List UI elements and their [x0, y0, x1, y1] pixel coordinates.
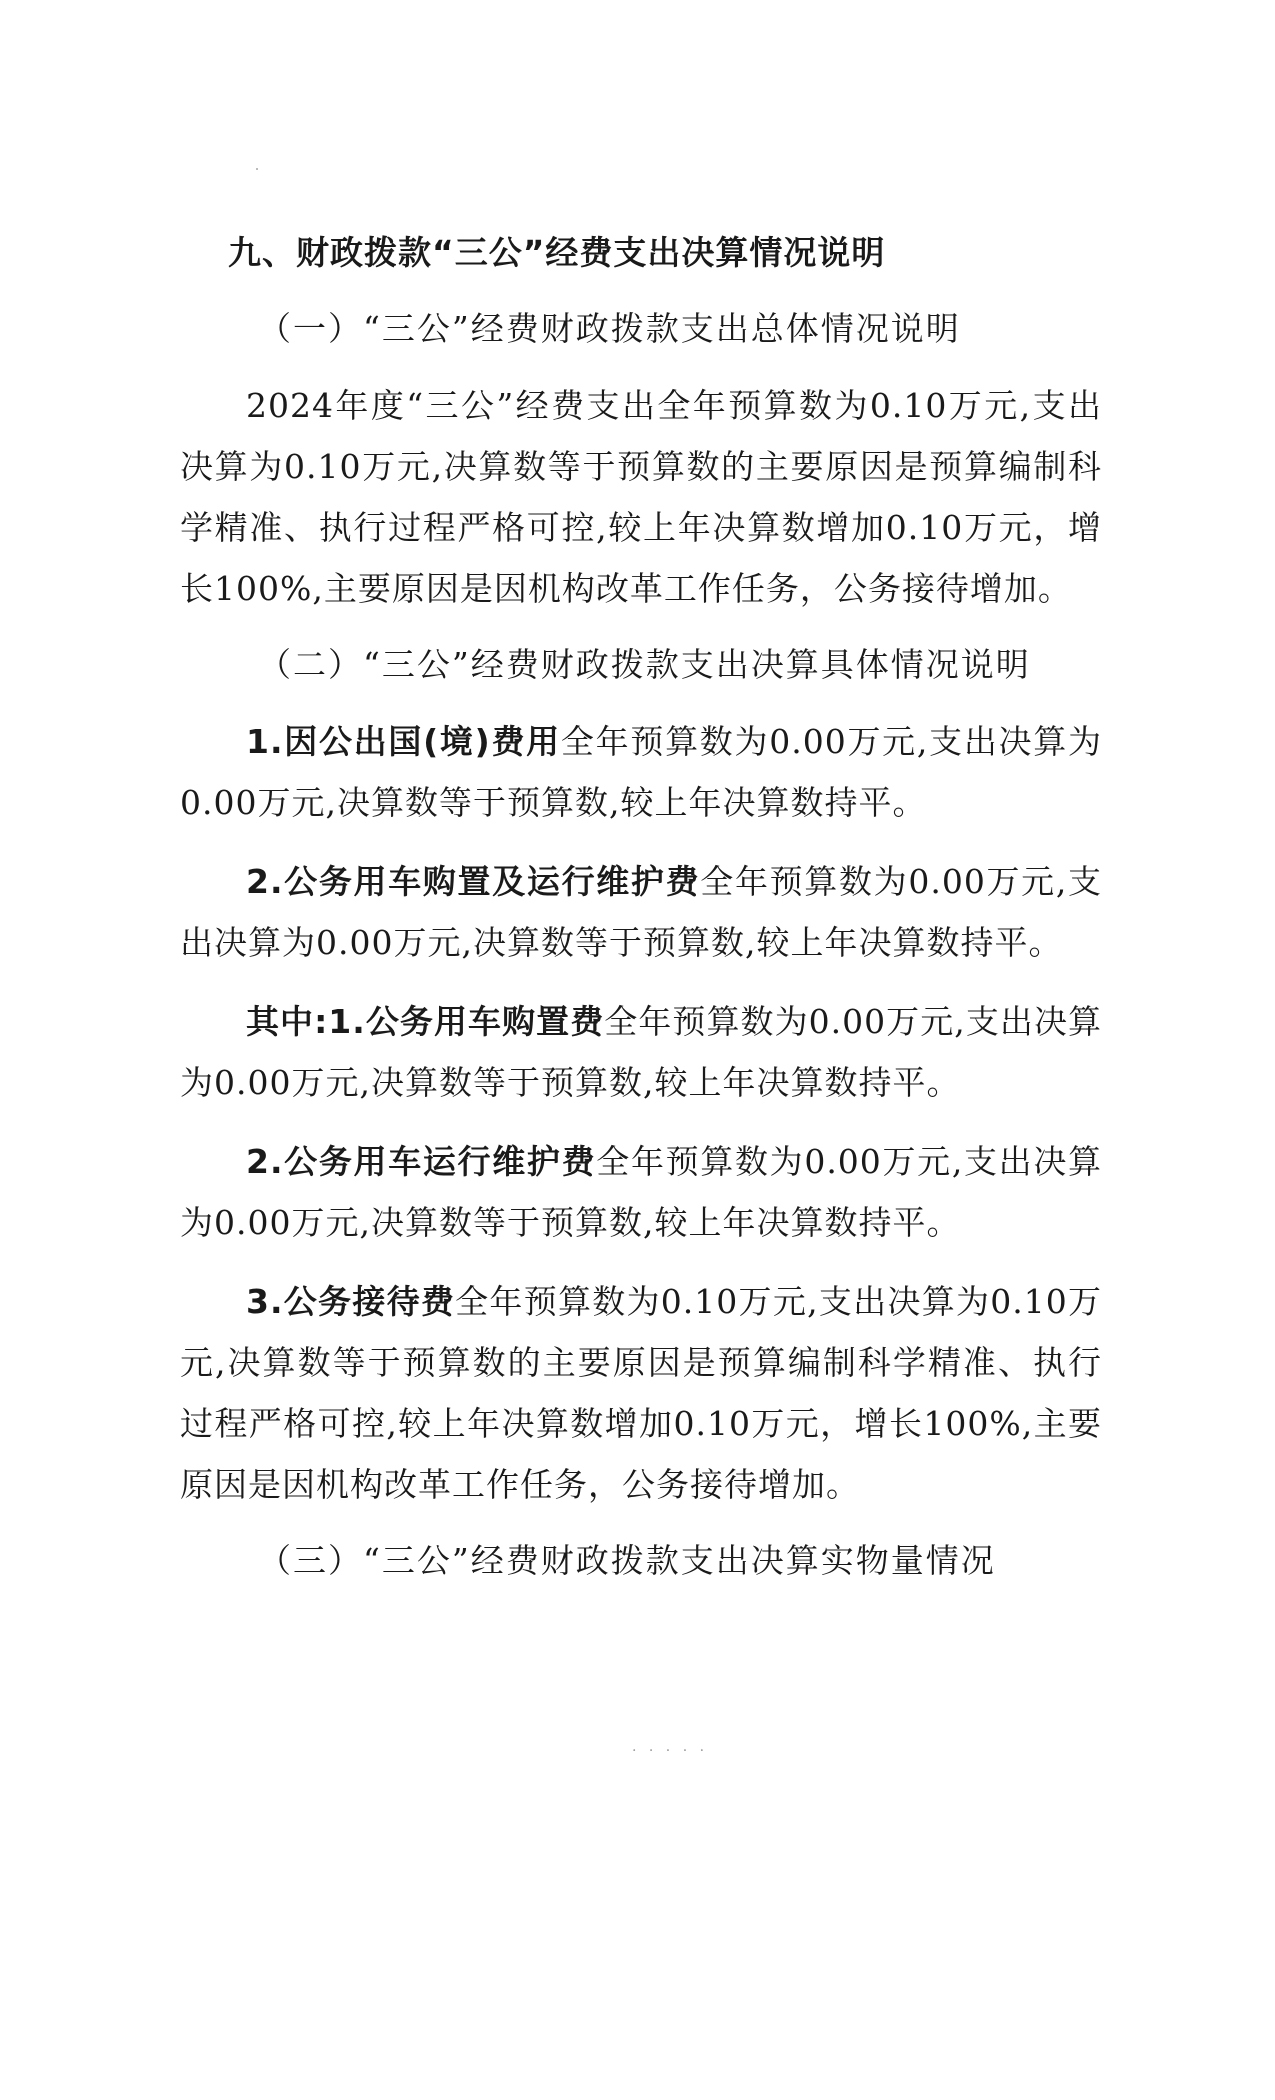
subsection-1-paragraph: 2024年度“三公”经费支出全年预算数为0.10万元,支出决算为0.10万元,决算数等于预算数的主要原因是预算编制科学精准、执行过程严格可控,较上年决算数增加0.10万元，增长100%,主要原因是因机构改革工作任务，公务接待增加。 — [180, 386, 1102, 608]
item-label: 其中:1.公务用车购置费 — [246, 1002, 605, 1041]
subsection-2-title: （二）“三公”经费财政拨款支出决算具体情况说明 — [258, 645, 1031, 684]
item-text: 全年预算数为0.00万元,支出决算为0.00万元,决算数等于预算数,较上年决算数持平。 — [180, 1142, 1103, 1242]
item-text: 全年预算数为0.00万元,支出决算为0.00万元,决算数等于预算数,较上年决算数持平。 — [180, 862, 1103, 962]
item-vehicle-purchase — [180, 991, 1102, 1113]
item-overseas-travel — [180, 711, 1102, 833]
item-label: 2.公务用车购置及运行维护费 — [246, 862, 701, 901]
item-vehicle-total — [180, 851, 1102, 973]
subsection-3-title: （三）“三公”经费财政拨款支出决算实物量情况 — [258, 1541, 996, 1580]
section-title: 九、财政拨款“三公”经费支出决算情况说明 — [228, 233, 886, 272]
item-label: 1.因公出国(境)费用 — [246, 722, 561, 761]
item-label: 3.公务接待费 — [246, 1282, 456, 1321]
item-text: 全年预算数为0.00万元,支出决算为0.00万元,决算数等于预算数,较上年决算数持平。 — [180, 1002, 1102, 1102]
item-reception — [180, 1271, 1102, 1515]
scan-speck — [256, 168, 258, 170]
subsection-1-title: （一）“三公”经费财政拨款支出总体情况说明 — [258, 309, 961, 348]
page-mark: · · · · · — [632, 1743, 709, 1759]
document-page — [180, 225, 1102, 1607]
item-vehicle-maintenance — [180, 1131, 1102, 1253]
item-label: 2.公务用车运行维护费 — [246, 1142, 597, 1181]
item-text: 全年预算数为0.10万元,支出决算为0.10万元,决算数等于预算数的主要原因是预算编制科学精准、执行过程严格可控,较上年决算数增加0.10万元，增长100%,主要原因是因机构改革工作任务，公务接待增加。 — [180, 1282, 1102, 1504]
item-text: 全年预算数为0.00万元,支出决算为0.00万元,决算数等于预算数,较上年决算数持平。 — [180, 722, 1102, 822]
